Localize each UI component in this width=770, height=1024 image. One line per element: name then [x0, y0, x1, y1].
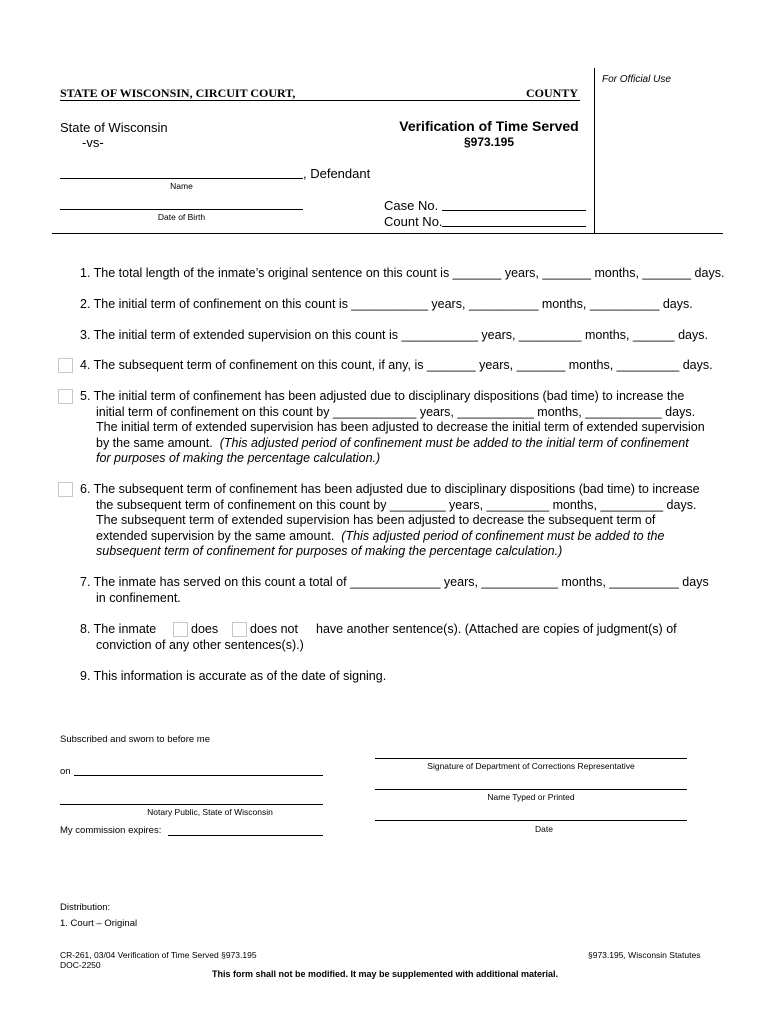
item-6-line-5: subsequent term of confinement for purposes of making the percentage calculation.) [96, 544, 563, 558]
does-not-checkbox[interactable] [232, 622, 247, 637]
item-8-line-1 [80, 622, 740, 638]
item-5 [80, 389, 740, 467]
date-caption: Date [535, 824, 553, 834]
case-no-label: Case No. [384, 198, 439, 213]
item-1: 1. The total length of the inmate’s original sentence on this count is _______ years, _______ months, _______ days. [80, 266, 725, 280]
county-label: COUNTY [526, 86, 579, 100]
name-caption: Name [170, 181, 193, 191]
item-8-line-2: conviction of any other sentences(s).) [96, 637, 304, 652]
item-6-line-4 [80, 529, 740, 545]
court-heading: STATE OF WISCONSIN, CIRCUIT COURT, [60, 86, 296, 100]
item-5-line-2: initial term of confinement on this count by ____________ years, ___________ months, ___________ days. [96, 404, 696, 419]
commission-line[interactable] [168, 835, 323, 836]
item-5-line-5: for purposes of making the percentage calculation.) [96, 451, 381, 465]
signature-line[interactable] [375, 758, 687, 759]
case-no-line[interactable] [442, 210, 586, 211]
item-5-checkbox[interactable] [58, 389, 73, 404]
official-use-label: For Official Use [602, 74, 671, 85]
item-6-line-3: The subsequent term of extended supervision has been adjusted to decrease the subsequent term of [96, 513, 656, 527]
form-statute: §973.195 [463, 135, 515, 149]
notary-line[interactable] [60, 804, 323, 805]
item-6-line-4-note: (This adjusted period of confinement must be added to the [341, 528, 665, 543]
does-checkbox[interactable] [173, 622, 188, 637]
court-underline [60, 100, 580, 101]
item-5-line-1: 5. The initial term of confinement has been adjusted due to disciplinary dispositions (bad time) to increase the [80, 389, 685, 403]
sworn-date-line[interactable] [74, 775, 323, 776]
doc-id: DOC-2250 [60, 960, 101, 970]
item-7 [80, 575, 740, 606]
modification-notice: This form shall not be modified. It may be supplemented with additional material. [211, 969, 559, 979]
item-6-line-2: the subsequent term of confinement on this count by ________ years, _________ months, _________ days. [96, 497, 697, 512]
item-6-checkbox[interactable] [58, 482, 73, 497]
does-label: does [191, 622, 219, 636]
sworn-statement: Subscribed and sworn to before me [60, 734, 210, 745]
item-7-line-1: 7. The inmate has served on this count a total of _____________ years, ___________ months, __________ days [80, 575, 709, 589]
statutes-reference: §973.195, Wisconsin Statutes [588, 950, 701, 960]
commission-label: My commission expires: [60, 825, 162, 836]
dob-caption: Date of Birth [157, 212, 206, 222]
item-5-line-4 [80, 436, 740, 452]
item-5-line-3: The initial term of extended supervision has been adjusted to decrease the initial term of extended supervision [96, 420, 705, 434]
state-of-wisconsin: State of Wisconsin [60, 120, 168, 135]
form-title: Verification of Time Served [399, 118, 579, 134]
does-not-label: does not [250, 622, 298, 636]
item-8 [80, 622, 740, 653]
header-bottom-rule [52, 233, 723, 234]
versus-label: -vs- [82, 135, 104, 150]
item-9: 9. This information is accurate as of the date of signing. [80, 669, 387, 683]
name-typed-line[interactable] [375, 789, 687, 790]
item-6 [80, 482, 740, 560]
dob-line[interactable] [60, 209, 303, 210]
count-no-line[interactable] [442, 226, 586, 227]
form-id: CR-261, 03/04 Verification of Time Served §973.195 [60, 950, 257, 960]
item-2: 2. The initial term of confinement on this count is ___________ years, __________ months, __________ days. [80, 297, 693, 311]
item-8-text-a: 8. The inmate [80, 622, 157, 636]
notary-caption: Notary Public, State of Wisconsin [147, 807, 273, 817]
item-3: 3. The initial term of extended supervision on this count is ___________ years, _________ months, ______ days. [80, 328, 708, 342]
item-6-line-1: 6. The subsequent term of confinement has been adjusted due to disciplinary dispositions (bad time) to increase [80, 482, 700, 496]
item-6-line-4-text: extended supervision by the same amount. [96, 528, 335, 543]
official-use-divider [594, 68, 595, 233]
defendant-label: , Defendant [303, 166, 371, 181]
item-5-line-4-note: (This adjusted period of confinement must be added to the initial term of confinement [219, 435, 689, 450]
item-8-text-b: have another sentence(s). (Attached are copies of judgment(s) of [316, 622, 677, 636]
date-line[interactable] [375, 820, 687, 821]
item-5-line-4-text: by the same amount. [96, 435, 213, 450]
defendant-name-line[interactable] [60, 178, 303, 179]
distribution-item-1: 1. Court – Original [60, 918, 138, 929]
count-no-label: Count No. [384, 214, 443, 229]
item-4-checkbox[interactable] [58, 358, 73, 373]
signature-caption: Signature of Department of Corrections Representative [427, 761, 635, 771]
name-typed-caption: Name Typed or Printed [487, 792, 575, 802]
item-4: 4. The subsequent term of confinement on this count, if any, is _______ years, _______ months, _________ days. [80, 358, 713, 372]
distribution-label: Distribution: [60, 902, 111, 913]
item-7-line-2: in confinement. [96, 590, 181, 605]
on-label: on [60, 766, 71, 777]
